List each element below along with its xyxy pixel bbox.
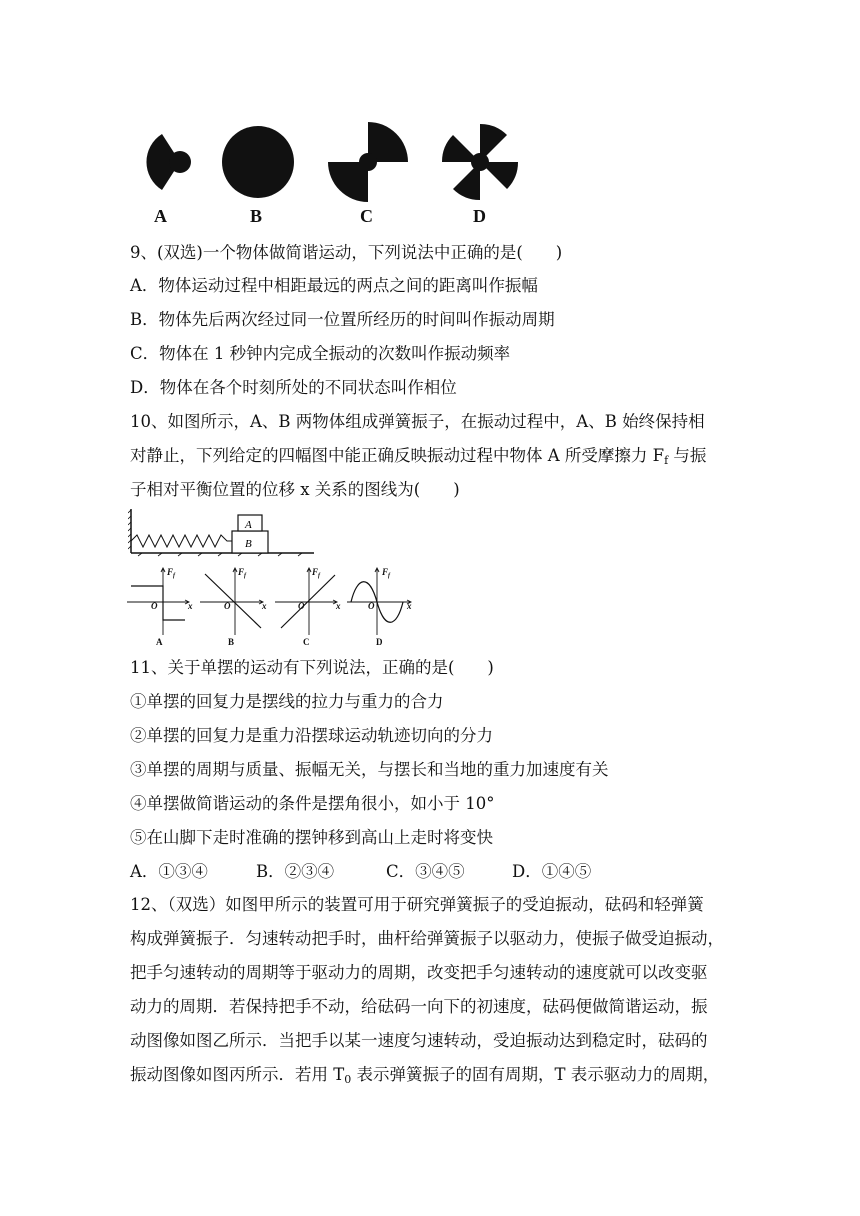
shapes-figure	[125, 125, 545, 225]
block-a-label: A	[245, 519, 252, 531]
graph-c-origin: O	[298, 601, 305, 611]
q11-item-1: ①单摆的回复力是摆线的拉力与重力的合力	[130, 692, 444, 711]
shape-label-c: C	[360, 206, 373, 226]
shape-c	[328, 122, 408, 202]
graph-c-axis-y: $F_f$	[312, 567, 321, 579]
shape-d	[442, 124, 518, 200]
shape-a	[146, 134, 191, 190]
graph-a-curve	[131, 586, 185, 620]
graph-c-axis-x: x	[336, 601, 341, 611]
q11-item-5: ⑤在山脚下走时准确的摆钟移到高山上走时将变快	[130, 828, 493, 847]
q12-line-1: 12、（双选）如图甲所示的装置可用于研究弹簧振子的受迫振动，砝码和轻弹簧	[130, 895, 704, 914]
block-b-label: B	[245, 538, 252, 550]
graph-b-origin: O	[224, 601, 231, 611]
graph-a-origin: O	[151, 601, 158, 611]
graph-a-axis-y: $F_f$	[167, 567, 176, 579]
q9-option-b: B．物体先后两次经过同一位置所经历的时间叫作振动周期	[130, 310, 555, 329]
q9-option-d: D．物体在各个时刻所处的不同状态叫作相位	[130, 378, 457, 397]
graph-c-curve	[281, 575, 335, 628]
q11-option-a: A．①③④	[130, 862, 208, 881]
q12-line-3: 把手匀速转动的周期等于驱动力的周期，改变把手匀速转动的速度就可以改变驱	[130, 963, 708, 982]
shape-b	[222, 126, 294, 198]
q12-line-4: 动力的周期．若保持把手不动，给砝码一向下的初速度，砝码便做简谐运动，振	[130, 997, 708, 1016]
spring-block-figure	[128, 509, 328, 557]
q12-line-5: 动图像如图乙所示．当把手以某一速度匀速转动，受迫振动达到稳定时，砝码的	[130, 1031, 708, 1050]
graph-d-axis-x: x	[407, 601, 412, 611]
q10-line-2: 对静止，下列给定的四幅图中能正确反映振动过程中物体 A 所受摩擦力 $F_f$ 与振	[130, 446, 707, 467]
graph-label-c: C	[303, 637, 310, 647]
q9-option-a: A．物体运动过程中相距最远的两点之间的距离叫作振幅	[130, 276, 538, 295]
q11-option-d: D．①④⑤	[512, 862, 592, 881]
graph-a-axis-x: x	[188, 601, 193, 611]
graph-b-axis-y: $F_f$	[238, 567, 247, 579]
q10-line-3: 子相对平衡位置的位移 x 关系的图线为( )	[130, 480, 460, 499]
q11-options	[130, 860, 591, 884]
shape-label-a: A	[154, 206, 167, 226]
graph-label-b: B	[228, 637, 235, 647]
q11-item-4: ④单摆做简谐运动的条件是摆角很小，如小于 10°	[130, 794, 495, 813]
q11-option-c: C．③④⑤	[386, 862, 465, 881]
q11-stem: 11、关于单摆的运动有下列说法，正确的是( )	[130, 658, 494, 677]
q9-option-c: C．物体在 1 秒钟内完成全振动的次数叫作振动频率	[130, 344, 511, 363]
graph-b-axis-x: x	[262, 601, 267, 611]
graph-label-a: A	[156, 637, 163, 647]
q10-line-1: 10、如图所示，A、B 两物体组成弹簧振子，在振动过程中，A、B 始终保持相	[130, 412, 705, 431]
q9-stem: 9、(双选)一个物体做简谐运动，下列说法中正确的是( )	[130, 243, 563, 262]
q11-item-3: ③单摆的周期与质量、振幅无关，与摆长和当地的重力加速度有关	[130, 760, 609, 779]
spring	[131, 535, 232, 547]
q11-option-b: B．②③④	[256, 862, 335, 881]
graph-label-d: D	[376, 637, 383, 647]
q11-item-2: ②单摆的回复力是重力沿摆球运动轨迹切向的分力	[130, 726, 493, 745]
shape-label-b: B	[250, 206, 263, 226]
q12-line-2: 构成弹簧振子．匀速转动把手时，曲杆给弹簧振子以驱动力，使振子做受迫振动，	[130, 929, 724, 948]
graph-d-origin: O	[368, 601, 375, 611]
shape-label-d: D	[473, 206, 486, 226]
ff-x-graphs	[125, 565, 425, 649]
q12-line-6: 振动图像如图丙所示．若用 $T_0$ 表示弹簧振子的固有周期，T 表示驱动力的周期，	[130, 1065, 720, 1086]
graph-d-axis-y: $F_f$	[382, 567, 391, 579]
graph-b-curve	[205, 574, 261, 628]
